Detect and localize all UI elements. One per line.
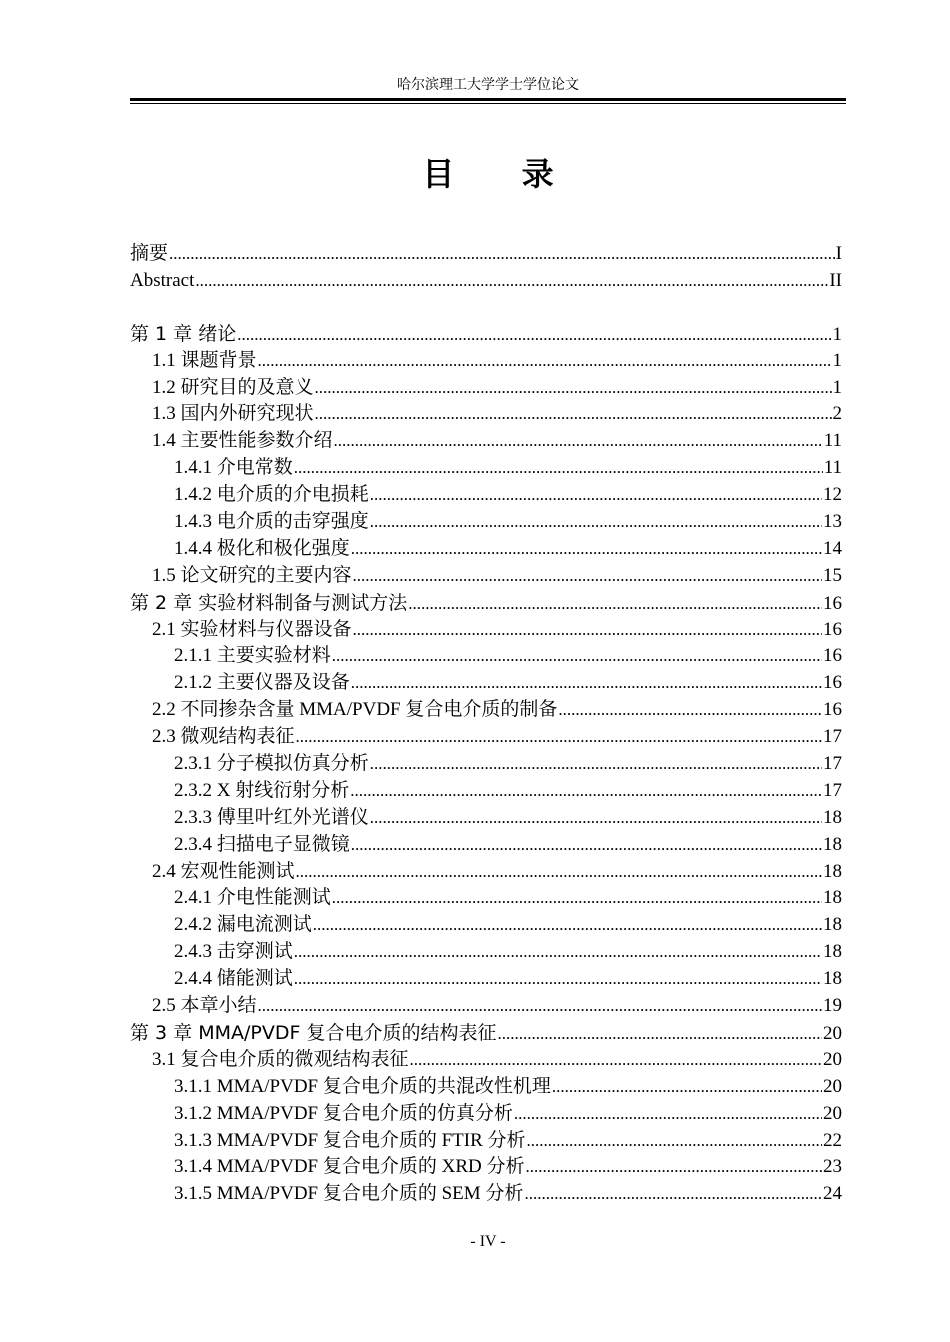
toc-entry-page: 16: [823, 699, 842, 721]
toc-entry-label: 2.3.4 扫描电子显微镜: [174, 833, 350, 855]
toc-entry[interactable]: [130, 643, 842, 670]
toc-dot-leader: [370, 509, 822, 536]
toc-dot-leader: [169, 241, 835, 268]
toc-entry[interactable]: [130, 563, 842, 590]
toc-entry[interactable]: [130, 670, 842, 697]
toc-entry-page: 19: [823, 995, 842, 1017]
toc-entry[interactable]: [130, 401, 842, 428]
toc-entry-page: 13: [823, 511, 842, 533]
toc-entry-page: 12: [823, 484, 842, 506]
toc-dot-leader: [370, 482, 822, 509]
toc-dot-leader: [524, 1181, 822, 1208]
toc-entry-page: 18: [823, 968, 842, 990]
toc-dot-leader: [351, 832, 822, 859]
toc-dot-leader: [525, 1154, 822, 1181]
running-header: 哈尔滨理工大学学士学位论文: [397, 78, 579, 93]
toc-entry-label: 摘要: [130, 243, 169, 264]
toc-entry-page: 20: [823, 1102, 842, 1124]
header-rule-thin: [130, 103, 846, 104]
toc-entry-label: 1.5 论文研究的主要内容: [152, 564, 352, 586]
toc-entry-page: 20: [823, 1048, 842, 1070]
toc-dot-leader: [296, 859, 822, 886]
toc-dot-leader: [351, 536, 822, 563]
toc-entry-label: 2.1 实验材料与仪器设备: [152, 618, 352, 640]
toc-entry[interactable]: [130, 697, 842, 724]
toc-entry-page: 24: [823, 1183, 842, 1205]
toc-entry[interactable]: [130, 536, 842, 563]
toc-entry[interactable]: [130, 966, 842, 993]
toc-entry-page: 17: [823, 726, 842, 748]
toc-entry[interactable]: [130, 1181, 842, 1208]
toc-dot-leader: [313, 912, 822, 939]
toc-entry-page: 17: [823, 779, 842, 801]
toc-chapter-entry[interactable]: [130, 1020, 842, 1047]
toc-entry[interactable]: [130, 1154, 842, 1181]
toc-dot-leader: [294, 939, 822, 966]
toc-entry-label: 1.4 主要性能参数介绍: [152, 430, 333, 452]
toc-entry-page: 23: [823, 1156, 842, 1178]
toc-dot-leader: [237, 322, 831, 349]
toc-entry-label: 1.4.2 电介质的介电损耗: [174, 484, 369, 506]
toc-entry-page: 2: [832, 403, 842, 425]
toc-entry[interactable]: [130, 617, 842, 644]
toc-entry-label: 1.3 国内外研究现状: [152, 403, 314, 425]
toc-entry[interactable]: [130, 348, 842, 375]
toc-entry-label: 1.4.1 介电常数: [174, 457, 293, 479]
toc-entry-page: 1: [832, 323, 842, 345]
toc-entry[interactable]: [130, 375, 842, 402]
toc-entry[interactable]: [130, 912, 842, 939]
toc-entry-label: 3.1.4 MMA/PVDF 复合电介质的 XRD 分析: [174, 1156, 525, 1178]
toc-dot-leader: [408, 591, 822, 618]
toc-dot-leader: [370, 805, 822, 832]
toc-entry[interactable]: [130, 859, 842, 886]
toc-dot-leader: [410, 1047, 822, 1074]
toc-entry-page: 16: [823, 645, 842, 667]
toc-entry-page: 20: [823, 1075, 842, 1097]
toc-entry-label: 1.2 研究目的及意义: [152, 376, 314, 398]
toc-dot-leader: [334, 428, 823, 455]
toc-entry-page: 1: [832, 376, 842, 398]
toc-dot-leader: [315, 401, 832, 428]
toc-dot-leader: [558, 697, 822, 724]
toc-entry-page: 16: [823, 672, 842, 694]
toc-entry-label: 2.4.4 储能测试: [174, 968, 293, 990]
toc-entry-page: 16: [823, 592, 842, 614]
toc-entry-label: 2.3.3 傅里叶红外光谱仪: [174, 806, 369, 828]
toc-entry-label: 3.1.3 MMA/PVDF 复合电介质的 FTIR 分析: [174, 1129, 526, 1151]
toc-entry-page: 11: [823, 430, 842, 452]
toc-entry[interactable]: [130, 751, 842, 778]
toc-dot-leader: [332, 643, 822, 670]
toc-entry-page: 16: [823, 618, 842, 640]
toc-entry-page: 22: [823, 1129, 842, 1151]
toc-dot-leader: [353, 617, 822, 644]
toc-entry-label: 2.4 宏观性能测试: [152, 860, 295, 882]
toc-entry-label: 2.3 微观结构表征: [152, 726, 295, 748]
toc-spacer: [130, 295, 842, 321]
toc-chapter-entry[interactable]: [130, 321, 842, 348]
toc-entry-label: 2.2 不同掺杂含量 MMA/PVDF 复合电介质的制备: [152, 699, 558, 721]
toc-entry-page: II: [829, 269, 842, 291]
toc-entry-page: 14: [823, 537, 842, 559]
toc-entry[interactable]: [130, 268, 842, 295]
toc-dot-leader: [353, 563, 822, 590]
toc-entry[interactable]: [130, 939, 842, 966]
toc-dot-leader: [552, 1074, 822, 1101]
toc-dot-leader: [258, 348, 832, 375]
toc-entry[interactable]: [130, 885, 842, 912]
toc-dot-leader: [294, 455, 823, 482]
toc-entry-label: 2.1.2 主要仪器及设备: [174, 672, 350, 694]
toc-entry[interactable]: [130, 1074, 842, 1101]
toc-entry-label: 1.1 课题背景: [152, 349, 257, 371]
toc-dot-leader: [514, 1101, 822, 1128]
toc-entry-label: 2.4.2 漏电流测试: [174, 914, 312, 936]
toc-dot-leader: [195, 268, 828, 295]
page-number: - IV -: [470, 1233, 506, 1250]
toc-dot-leader: [350, 778, 822, 805]
toc-entry-page: 20: [823, 1022, 842, 1044]
header-rule-thick: [130, 98, 846, 101]
toc-dot-leader: [527, 1128, 822, 1155]
toc-entry-page: 18: [823, 833, 842, 855]
toc-entry-label: 3.1.2 MMA/PVDF 复合电介质的仿真分析: [174, 1102, 513, 1124]
toc-entry-label: 2.4.1 介电性能测试: [174, 887, 331, 909]
toc-entry-page: 11: [823, 457, 842, 479]
toc-entry[interactable]: [130, 509, 842, 536]
toc-dot-leader: [294, 966, 822, 993]
toc-entry[interactable]: [130, 428, 842, 455]
toc-entry-label: 2.4.3 击穿测试: [174, 941, 293, 963]
toc-dot-leader: [370, 751, 822, 778]
toc-entry-label: 第 1 章 绪论: [130, 322, 237, 345]
toc-entry-label: 3.1.5 MMA/PVDF 复合电介质的 SEM 分析: [174, 1183, 524, 1205]
toc-dot-leader: [296, 724, 822, 751]
toc-entry-page: 18: [823, 887, 842, 909]
toc-entry[interactable]: [130, 1101, 842, 1128]
toc-entry-page: I: [835, 243, 842, 264]
toc-entry-label: 1.4.3 电介质的击穿强度: [174, 511, 369, 533]
toc-entry-page: 18: [823, 860, 842, 882]
toc-entry-label: 2.3.2 X 射线衍射分析: [174, 779, 350, 801]
toc-dot-leader: [497, 1021, 822, 1048]
toc-entry-page: 18: [823, 914, 842, 936]
toc-entry[interactable]: [130, 778, 842, 805]
toc-entry-label: 2.1.1 主要实验材料: [174, 645, 331, 667]
toc-entry[interactable]: [130, 724, 842, 751]
toc-entry[interactable]: [130, 805, 842, 832]
toc-entry-label: Abstract: [130, 269, 195, 291]
toc-dot-leader: [315, 375, 832, 402]
toc-entry[interactable]: [130, 832, 842, 859]
toc-entry-label: 第 2 章 实验材料制备与测试方法: [130, 591, 408, 614]
toc-entry-label: 2.5 本章小结: [152, 995, 257, 1017]
toc-entry-label: 3.1.1 MMA/PVDF 复合电介质的共混改性机理: [174, 1075, 551, 1097]
toc-entry[interactable]: [130, 455, 842, 482]
toc-entry[interactable]: [130, 993, 842, 1020]
toc-chapter-entry[interactable]: [130, 590, 842, 617]
toc-dot-leader: [258, 993, 822, 1020]
toc-entry-label: 3.1 复合电介质的微观结构表征: [152, 1048, 409, 1070]
toc-entry-page: 15: [823, 564, 842, 586]
page-title: 目 录: [422, 155, 582, 193]
toc-entry-page: 18: [823, 941, 842, 963]
toc-entry[interactable]: [130, 241, 842, 268]
toc-entry[interactable]: [130, 1128, 842, 1155]
toc-entry[interactable]: [130, 482, 842, 509]
toc-entry-page: 17: [823, 753, 842, 775]
toc-dot-leader: [351, 670, 822, 697]
toc-entry-label: 2.3.1 分子模拟仿真分析: [174, 753, 369, 775]
toc-dot-leader: [332, 885, 822, 912]
table-of-contents: [130, 241, 842, 1208]
toc-entry-label: 1.4.4 极化和极化强度: [174, 537, 350, 559]
toc-entry[interactable]: [130, 1047, 842, 1074]
toc-entry-label: 第 3 章 MMA/PVDF 复合电介质的结构表征: [130, 1021, 497, 1044]
toc-entry-page: 1: [832, 349, 842, 371]
toc-entry-page: 18: [823, 806, 842, 828]
